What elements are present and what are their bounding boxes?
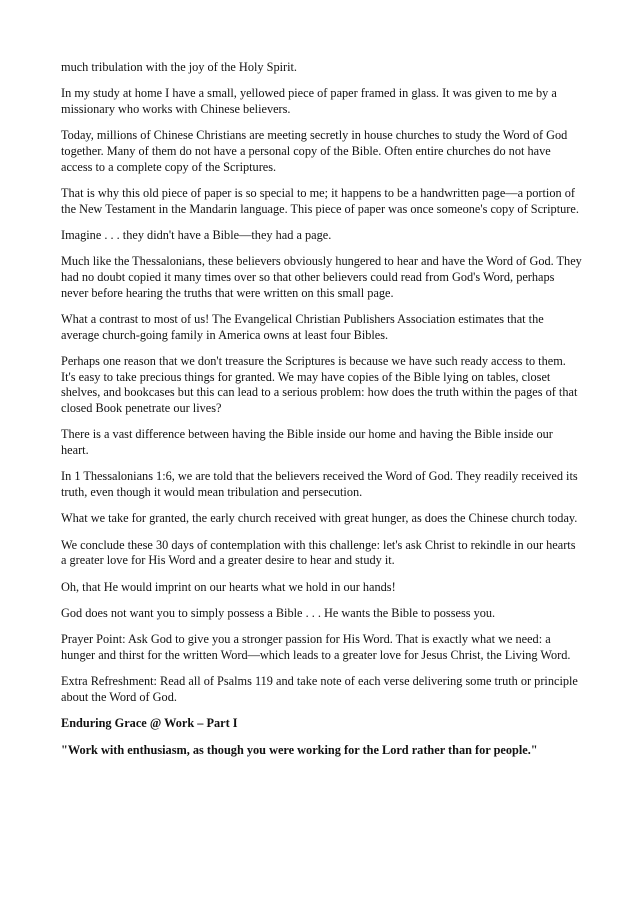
paragraph-vast-difference: There is a vast difference between having the Bible inside our home and having the Bible inside our heart.: [61, 427, 553, 458]
paragraph-challenge: We conclude these 30 days of contemplation with this challenge: let's ask Christ to rekindle in our hearts a greater love for His Word and a greater desire to hear and study it.: [61, 537, 576, 568]
section-heading: Enduring Grace @ Work – Part I: [61, 716, 238, 731]
document-page: [61, 60, 583, 769]
paragraph-ready-access: Perhaps one reason that we don't treasure the Scriptures is because we have such ready access to them. It's easy to take precious things for granted. We may have copies of the Bible lying on tables, closet shelves, and bookcases but this can lead to a serious problem: how does the truth within the pages of that closed Book penetrate our lives?: [61, 354, 578, 416]
paragraph-imprint: Oh, that He would imprint on our hearts what we hold in our hands!: [61, 579, 396, 594]
paragraph-contrast: What a contrast to most of us! The Evangelical Christian Publishers Association estimates that the average church-going family in America owns at least four Bibles.: [61, 312, 544, 342]
paragraph-chinese-christians: Today, millions of Chinese Christians are meeting secretly in house churches to study the Word of God together. Many of them do not have a personal copy of the Bible. Often entire churches do not have access to a complete copy of the Scriptures.: [61, 128, 568, 174]
paragraph-1-thessalonians: In 1 Thessalonians 1:6, we are told that the believers received the Word of God. They readily received its truth, even though it would mean tribulation and persecution.: [61, 469, 578, 500]
paragraph-possess: God does not want you to simply possess a Bible . . . He wants the Bible to possess you.: [61, 606, 496, 620]
paragraph-continuation: much tribulation with the joy of the Holy Spirit.: [61, 60, 298, 74]
paragraph-framed-paper: In my study at home I have a small, yellowed piece of paper framed in glass. It was given to me by a missionary who works with Chinese believers.: [61, 86, 557, 116]
paragraph-imagine: Imagine . . . they didn't have a Bible—they had a page.: [61, 228, 332, 242]
paragraph-take-for-granted: What we take for granted, the early church received with great hunger, as does the Chinese church today.: [61, 511, 578, 526]
section-quote: "Work with enthusiasm, as though you were working for the Lord rather than for people.": [61, 742, 538, 757]
paragraph-prayer-point: Prayer Point: Ask God to give you a stronger passion for His Word. That is exactly what we need: a hunger and thirst for the written Word—which leads to a greater love for Jesus Christ, the Living Word.: [61, 632, 571, 662]
paragraph-handwritten-page: That is why this old piece of paper is so special to me; it happens to be a handwritten page—a portion of the New Testament in the Mandarin language. This piece of paper was once someone's copy of Scripture.: [61, 186, 579, 216]
paragraph-extra-refreshment: Extra Refreshment: Read all of Psalms 119 and take note of each verse delivering some truth or principle about the Word of God.: [61, 674, 578, 704]
paragraph-thessalonians: Much like the Thessalonians, these believers obviously hungered to hear and have the Word of God. They had no doubt copied it many times over so that other believers could read from God's Word, perhaps never before hearing the truths that were written on this small page.: [61, 254, 582, 300]
